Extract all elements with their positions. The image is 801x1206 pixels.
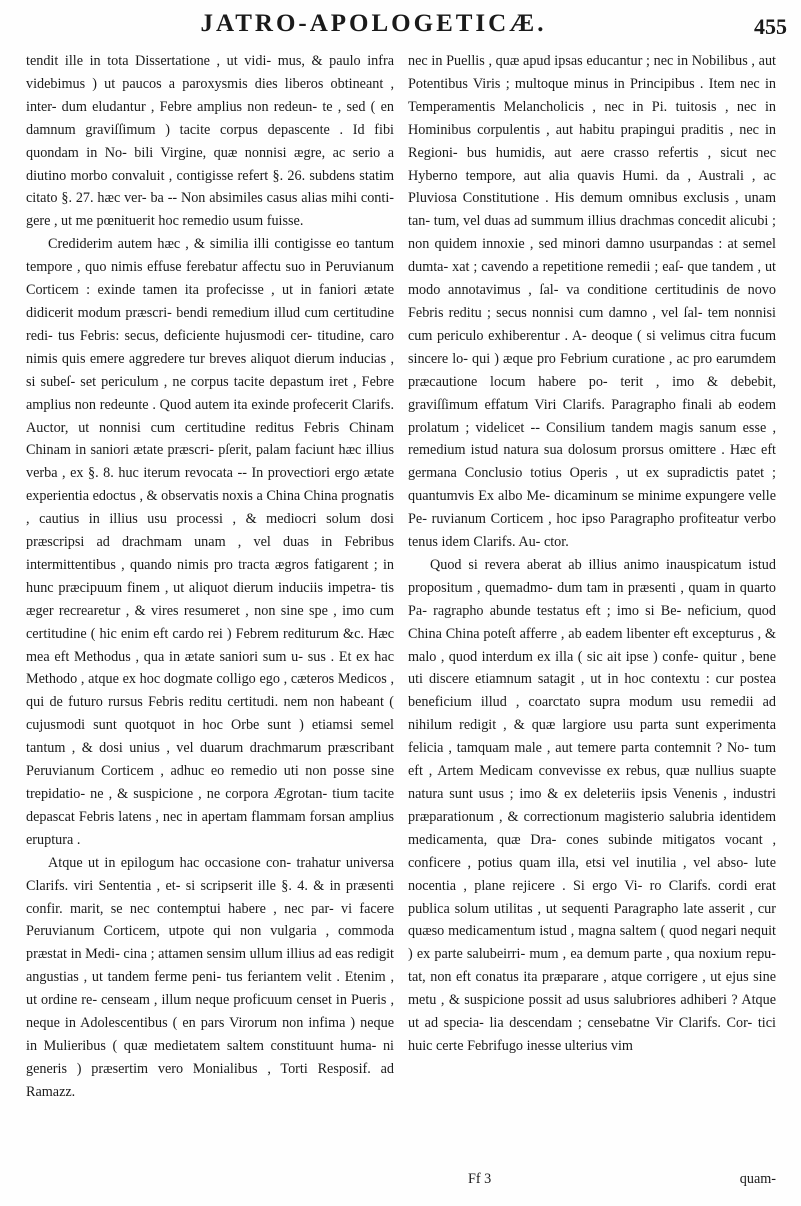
running-title: JATRO-APOLOGETICÆ.	[200, 10, 547, 37]
right-paragraph-1: nec in Puellis , quæ apud ipsas educantur ; nec in Nobilibus , aut Potentibus Viris ; multoque minus in Principibus . Item nec in Temperamentis Melancholicis , nec in Pi. tuitosis , nec in Hominibus corpulentis , aut habitu prapingui praditis , nec in Regioni- bus humidis, aut aere crasso refertis , sicut nec Hyberno tempore, aut alia quavis Humi. da , Australi , ac Pluviosa Constitutione . His demum omnibus exclusis , unam tan- tum, vel duas ad summum illius drachmas concedit alicubi ; non quidem innoxie , sed minori damno usurpandas : at semel dumta- xat ; cavendo a repetitione remedii ; eaſ- que tandem , ut modo annotavimus , ſal- va conditione certitudinis de novo Febris reditu ; secus nonnisi cum damno , vel ſal- tem nonnisi cum periculo exhiberentur . A- deoque ( si velimus citra fucum sincere lo- qui ) æque pro Febrium curatione , ac pro earumdem præcautione locum habere po- terit , imo & debebit, graviſſimum effatum Viri Clarifs. Paragrapho finali ab eodem prolatum ; videlicet -- Consilium tandem magis sanum esse , remedium istud natura sua dolosum prorsus omittere . Hæc eft germana Conclusio totius Operis , ut ex supradictis patet ; quantumvis Ex albo Me- dicaminum se minime expungere velle Pe- ruvianum Corticem , hoc ipso Paragrapho profiteatur verbo tenus idem Clarifs. Au- ctor.	[408, 53, 776, 551]
left-paragraph-1: tendit ille in tota Dissertatione , ut vidi- mus, & paulo infra videbimus ) ut paucos a paroxysmis dies liberos obtineant , inter- dum eludantur , Febre amplius non redeun- te , sed ( en damnum graviſſimum ) tacite corpus depascente . Id fibi quondam in No- bili Virgine, quæ nonnisi ægre, ac serio a diutino morbo convaluit , contigisse refert §. 26. subdens statim citato §. 27. hæc ver- ba -- Non absimiles casus alias mihi conti- gere , ut me pœnituerit hoc remedio usum fuisse.	[26, 53, 394, 230]
left-paragraph-3: Atque ut in epilogum hac occasione con- trahatur universa Clarifs. viri Sententia , et- si scripserit ille §. 4. & in præsenti confir. marit, se nec contemptui habere , nec par- vi facere Peruvianum Corticem, utpote qui non vulgaria , commoda præstat in Medi- cina ; attamen sensim ullum illius ad eas redigit angustias , ut tandem ferme peni- tus feriantem velit . Etenim , ut ordine re- censeam , illum neque proficuum censet in Pueris , neque in Adolescentibus ( en pars Virorum non infima ) neque in Mulieribus ( quæ medietatem saltem constituunt huma- ni generis ) præsertim vero Monialibus , Torti Resposif. ad Ramazz.	[26, 854, 394, 1100]
left-paragraph-2: Crediderim autem hæc , & similia illi contigisse eo tantum tempore , quo nimis effuse ferebatur affectu suo in Peruvianum Corticem : exinde tamen ita profecisse , ut in faniori ætate didicerit modum præscri- bendi remedium illud cum certitudine redi- tus Febris: secus, deficiente hujusmodi cer- titudine, caro nimis quis emere aggredere tur breves aliquot dierum inducias , si subeſ- set periculum , ne corpus tacite depastum iret , Febre amplius non redeunte . Quod autem ita exinde profecerit Clarifs. Auctor, ut nonnisi cum certitudine reditus Febris Chinam Chinam in saniori ætate præscri- pſerit, palam faciunt hæc illius verba , ex §. 8. huc iterum revocata -- In provectiori ergo ætate experientia edoctus , & observatis noxis a China China prognatis , cautius in illius usu processi , & mediocri solum dosi præscripsi ad drachmam unam , vel duas in Febribus intermittentibus , quando nimis pro tracta ægros fatigarent ; in hunc præcipuum finem , ut aliquot dierum induciis impetra- tis æger recrearetur , & vires resumeret , non sine spe , imo cum certitudine ( hic enim eft cardo rei ) Febrem rediturum &c. Hæc mea eft Methodus , qua in ætate saniori sum u- sus . Et ex hac Methodo , atque ex hoc dogmate colligo ego , cæteros Medicos , qui de futuro rursus Febris reditu certitudi. nem non habeant ( cujusmodi sunt quotquot in hoc Orbe sunt ) etiamsi semel tantum , & dosi unius , vel duarum drachmarum præscribant Peruvianum Corticem , adhuc eo remedio uti non posse sine trepidatio- ne , & suspicione , ne corpora Ægrotan- tium tacite depascat Febris latens , nec in apertam flammam forsan amplius eruptura .	[26, 236, 395, 848]
running-head	[20, 10, 787, 50]
page-number: 455	[754, 14, 787, 39]
signature-mark: Ff 3	[468, 1171, 492, 1187]
right-paragraph-2: Quod si revera aberat ab illius animo inauspicatum istud propositum , quemadmo- dum tam in præsenti , quam in quarto Pa- ragrapho abunde testatus eft ; imo si Be- neficium, quod China China poteſt afferre , ab eadem libenter eft excepturus , & malo , quod interdum ex illa ( sic ait ipse ) confe- quitur , bene uti discere etiamnum satagit , ut in hoc contextu : cur postea beneficium illud , coarctato supra modum usu remedii ad nihilum redigit , & quæ largiore usu parta sunt experimenta felicia , tamquam male , aut temere parta contemnit ? No- tum eft , Artem Medicam convevisse ex rebus, quæ nullius suapte natura sunt usus ; imo & ex deleteriis ipsis Venenis , industri præparationum , & correctionum magisterio salubria identidem medicamenta, quæ Dra- cones subinde mitigatos vocant , conficere , potius quam illa, etsi vel inutilia , vel abso- lute nocentia , plane rejicere . Si ergo Vi- ro Clarifs. cordi erat publica solum utilitas , ut sequenti Paragrapho late asserit , cur quæso medicamentum istud , magna saltem ( quod negari nequit ) ex parte salubeirri- mum , ea demum parte , qua noxium repu- tat, non eft conatus ita præparare , atque corrigere , ut ejus sine metu , & suspicione possit ad usus salubriores adhiberi ? Atque ut ad specia- lia descendam ; censebatne Vir Clarifs. Cor- tici huic certe Febrifugo inesse ulterius vim	[408, 556, 776, 1054]
page-footer	[408, 1168, 776, 1191]
left-column	[26, 50, 394, 1104]
catchword: quam-	[739, 1171, 776, 1187]
right-column	[408, 50, 776, 1058]
